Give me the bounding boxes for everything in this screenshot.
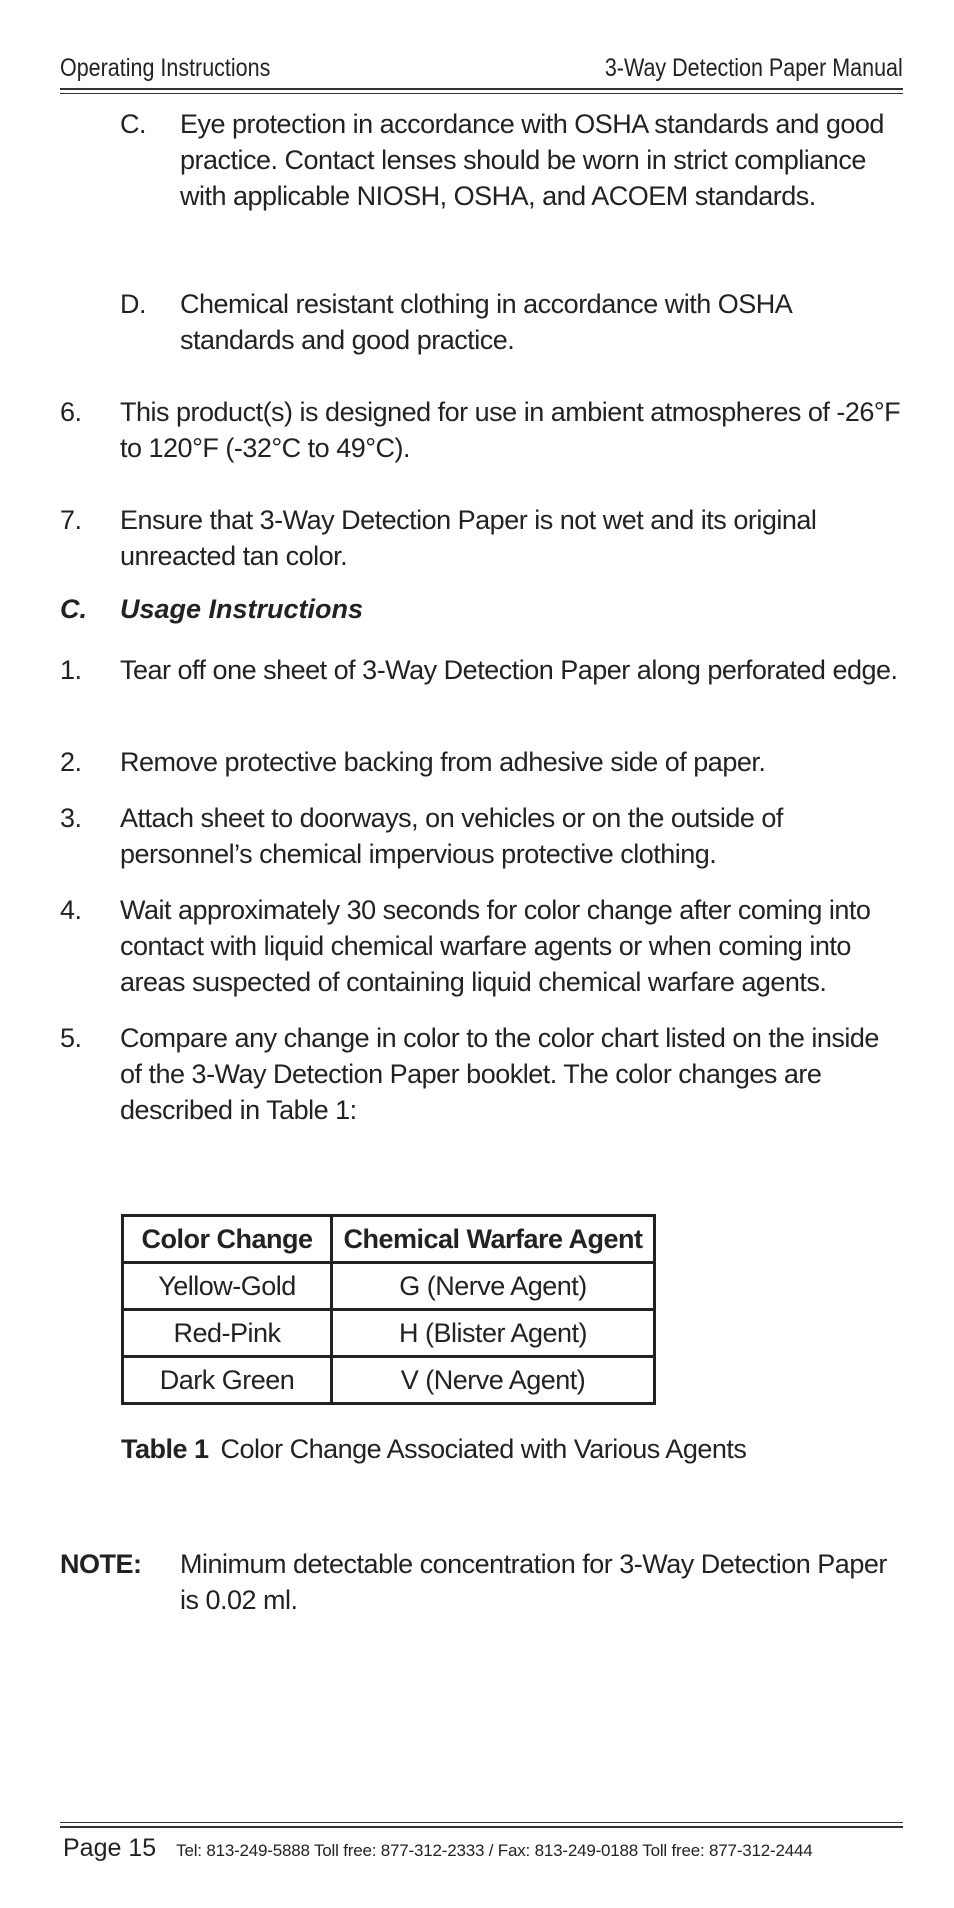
item-6: [60, 394, 903, 466]
footer-rule: [60, 1826, 903, 1828]
header-rule-thin: [60, 93, 903, 94]
header-rule: [60, 88, 903, 90]
table-row: [123, 1263, 655, 1310]
note-block: [60, 1546, 903, 1618]
item-text: Chemical resistant clothing in accordance with OSHA standards and good practice.: [180, 289, 791, 355]
page-number: Page 15: [63, 1834, 157, 1862]
item-text: Ensure that 3-Way Detection Paper is not wet and its original unreacted tan color.: [120, 505, 817, 571]
step-number: 4.: [60, 895, 82, 925]
usage-step-4: [60, 892, 903, 1000]
item-c: [60, 106, 903, 214]
table-row: [123, 1357, 655, 1404]
table-header-row: [123, 1216, 655, 1263]
item-7: [60, 502, 903, 574]
caption-label: Table 1: [121, 1434, 209, 1464]
step-number: 3.: [60, 803, 82, 833]
usage-step-1: [60, 652, 903, 688]
column-header-agent: Chemical Warfare Agent: [332, 1216, 655, 1263]
usage-step-3: [60, 800, 903, 872]
item-number: 7.: [60, 505, 82, 535]
step-text: Wait approximately 30 seconds for color change after coming into contact with liquid chemical warfare agents or when coming into areas suspected of containing liquid chemical warfare agents.: [120, 895, 871, 997]
contact-info: Tel: 813-249-5888 Toll free: 877-312-2333 / Fax: 813-249-0188 Toll free: 877-312-2444: [176, 1841, 813, 1860]
table-caption: [121, 1434, 746, 1465]
note-label: NOTE:: [60, 1549, 142, 1579]
table-cell: Dark Green: [123, 1357, 332, 1404]
item-text: Eye protection in accordance with OSHA standards and good practice. Contact lenses should be worn in strict compliance with applicable NIOSH, OSHA, and ACOEM standards.: [180, 109, 884, 211]
footer-rule-thin: [60, 1822, 903, 1823]
item-number: C.: [120, 109, 146, 139]
item-number: D.: [120, 289, 146, 319]
page-footer: [63, 1834, 813, 1863]
header-manual-title: 3-Way Detection Paper Manual: [604, 54, 903, 82]
caption-text: Color Change Associated with Various Agents: [220, 1434, 747, 1464]
table-cell: G (Nerve Agent): [332, 1263, 655, 1310]
step-text: Attach sheet to doorways, on vehicles or on the outside of personnel’s chemical impervious protective clothing.: [120, 803, 783, 869]
step-text: Remove protective backing from adhesive side of paper.: [120, 747, 766, 777]
header-section-title: Operating Instructions: [60, 54, 271, 82]
page-header: [60, 54, 903, 83]
step-number: 2.: [60, 747, 82, 777]
step-number: 1.: [60, 655, 82, 685]
column-header-color-change: Color Change: [123, 1216, 332, 1263]
item-number: 6.: [60, 397, 82, 427]
section-heading-usage: [60, 594, 903, 625]
step-text: Tear off one sheet of 3-Way Detection Paper along perforated edge.: [120, 655, 898, 685]
table-cell: Red-Pink: [123, 1310, 332, 1357]
step-text: Compare any change in color to the color chart listed on the inside of the 3-Way Detection Paper booklet. The color changes are described in Table 1:: [120, 1023, 879, 1125]
step-number: 5.: [60, 1023, 82, 1053]
section-title: Usage Instructions: [120, 594, 364, 624]
usage-step-5: [60, 1020, 903, 1128]
section-letter: C.: [60, 594, 87, 624]
table-cell: V (Nerve Agent): [332, 1357, 655, 1404]
item-text: This product(s) is designed for use in ambient atmospheres of -26°F to 120°F (-32°C to 49°C).: [120, 397, 901, 463]
table-cell: Yellow-Gold: [123, 1263, 332, 1310]
color-change-table: [121, 1214, 656, 1405]
table-row: [123, 1310, 655, 1357]
item-d: [60, 286, 903, 358]
note-text: Minimum detectable concentration for 3-Way Detection Paper is 0.02 ml.: [180, 1549, 887, 1615]
usage-step-2: [60, 744, 903, 780]
table-cell: H (Blister Agent): [332, 1310, 655, 1357]
